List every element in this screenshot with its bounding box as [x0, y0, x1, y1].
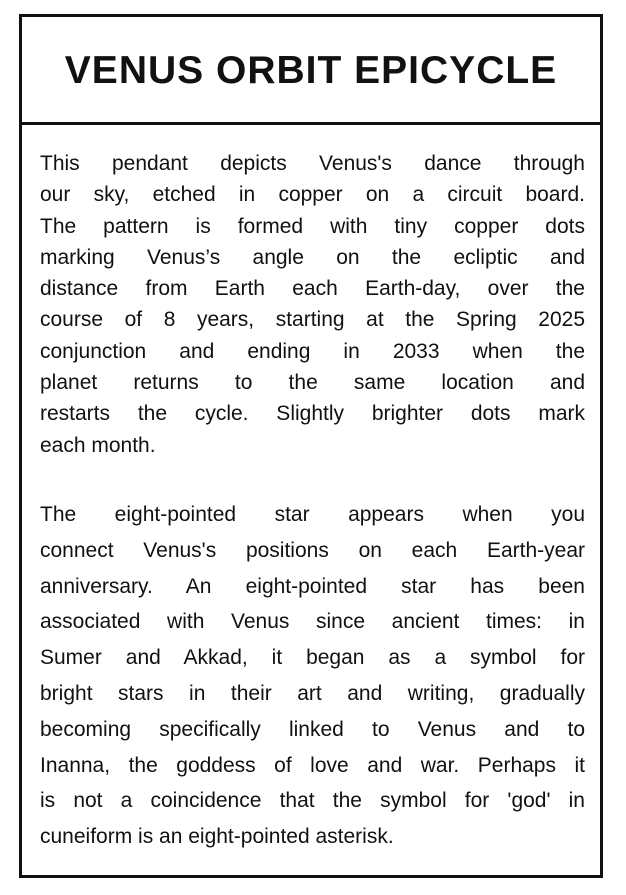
text-line: marking Venus’s angle on the ecliptic and [40, 245, 585, 269]
text-line: cuneiform is an eight-pointed asterisk. [40, 825, 394, 849]
title-box [22, 17, 600, 125]
text-line: our sky, etched in copper on a circuit board. [40, 183, 585, 207]
text-line: associated with Venus since ancient times: in [40, 610, 585, 634]
text-line: restarts the cycle. Slightly brighter dots mark [40, 402, 585, 426]
text-line: distance from Earth each Earth-day, over the [40, 277, 585, 301]
text-line: becoming specifically linked to Venus and to [40, 717, 585, 741]
page-title: VENUS ORBIT EPICYCLE [64, 48, 558, 92]
text-line: The pattern is formed with tiny copper dots [40, 214, 585, 238]
text-line: each month. [40, 433, 156, 457]
description-paragraph-2 [40, 497, 585, 855]
text-line: anniversary. An eight-pointed star has been [40, 574, 585, 598]
text-line: is not a coincidence that the symbol for 'god' in [40, 789, 585, 813]
text-line: connect Venus's positions on each Earth-year [40, 538, 585, 562]
card-frame [19, 14, 603, 878]
text-line: The eight-pointed star appears when you [40, 503, 585, 526]
text-line: course of 8 years, starting at the Spring 2025 [40, 308, 585, 332]
text-line: Sumer and Akkad, it began as a symbol for [40, 646, 585, 670]
text-line: conjunction and ending in 2033 when the [40, 339, 585, 363]
text-line: planet returns to the same location and [40, 371, 585, 395]
text-line: This pendant depicts Venus's dance through [40, 152, 585, 175]
text-line: bright stars in their art and writing, gradually [40, 681, 585, 705]
text-line: Inanna, the goddess of love and war. Perhaps it [40, 753, 585, 777]
description-paragraph-1 [40, 148, 585, 461]
